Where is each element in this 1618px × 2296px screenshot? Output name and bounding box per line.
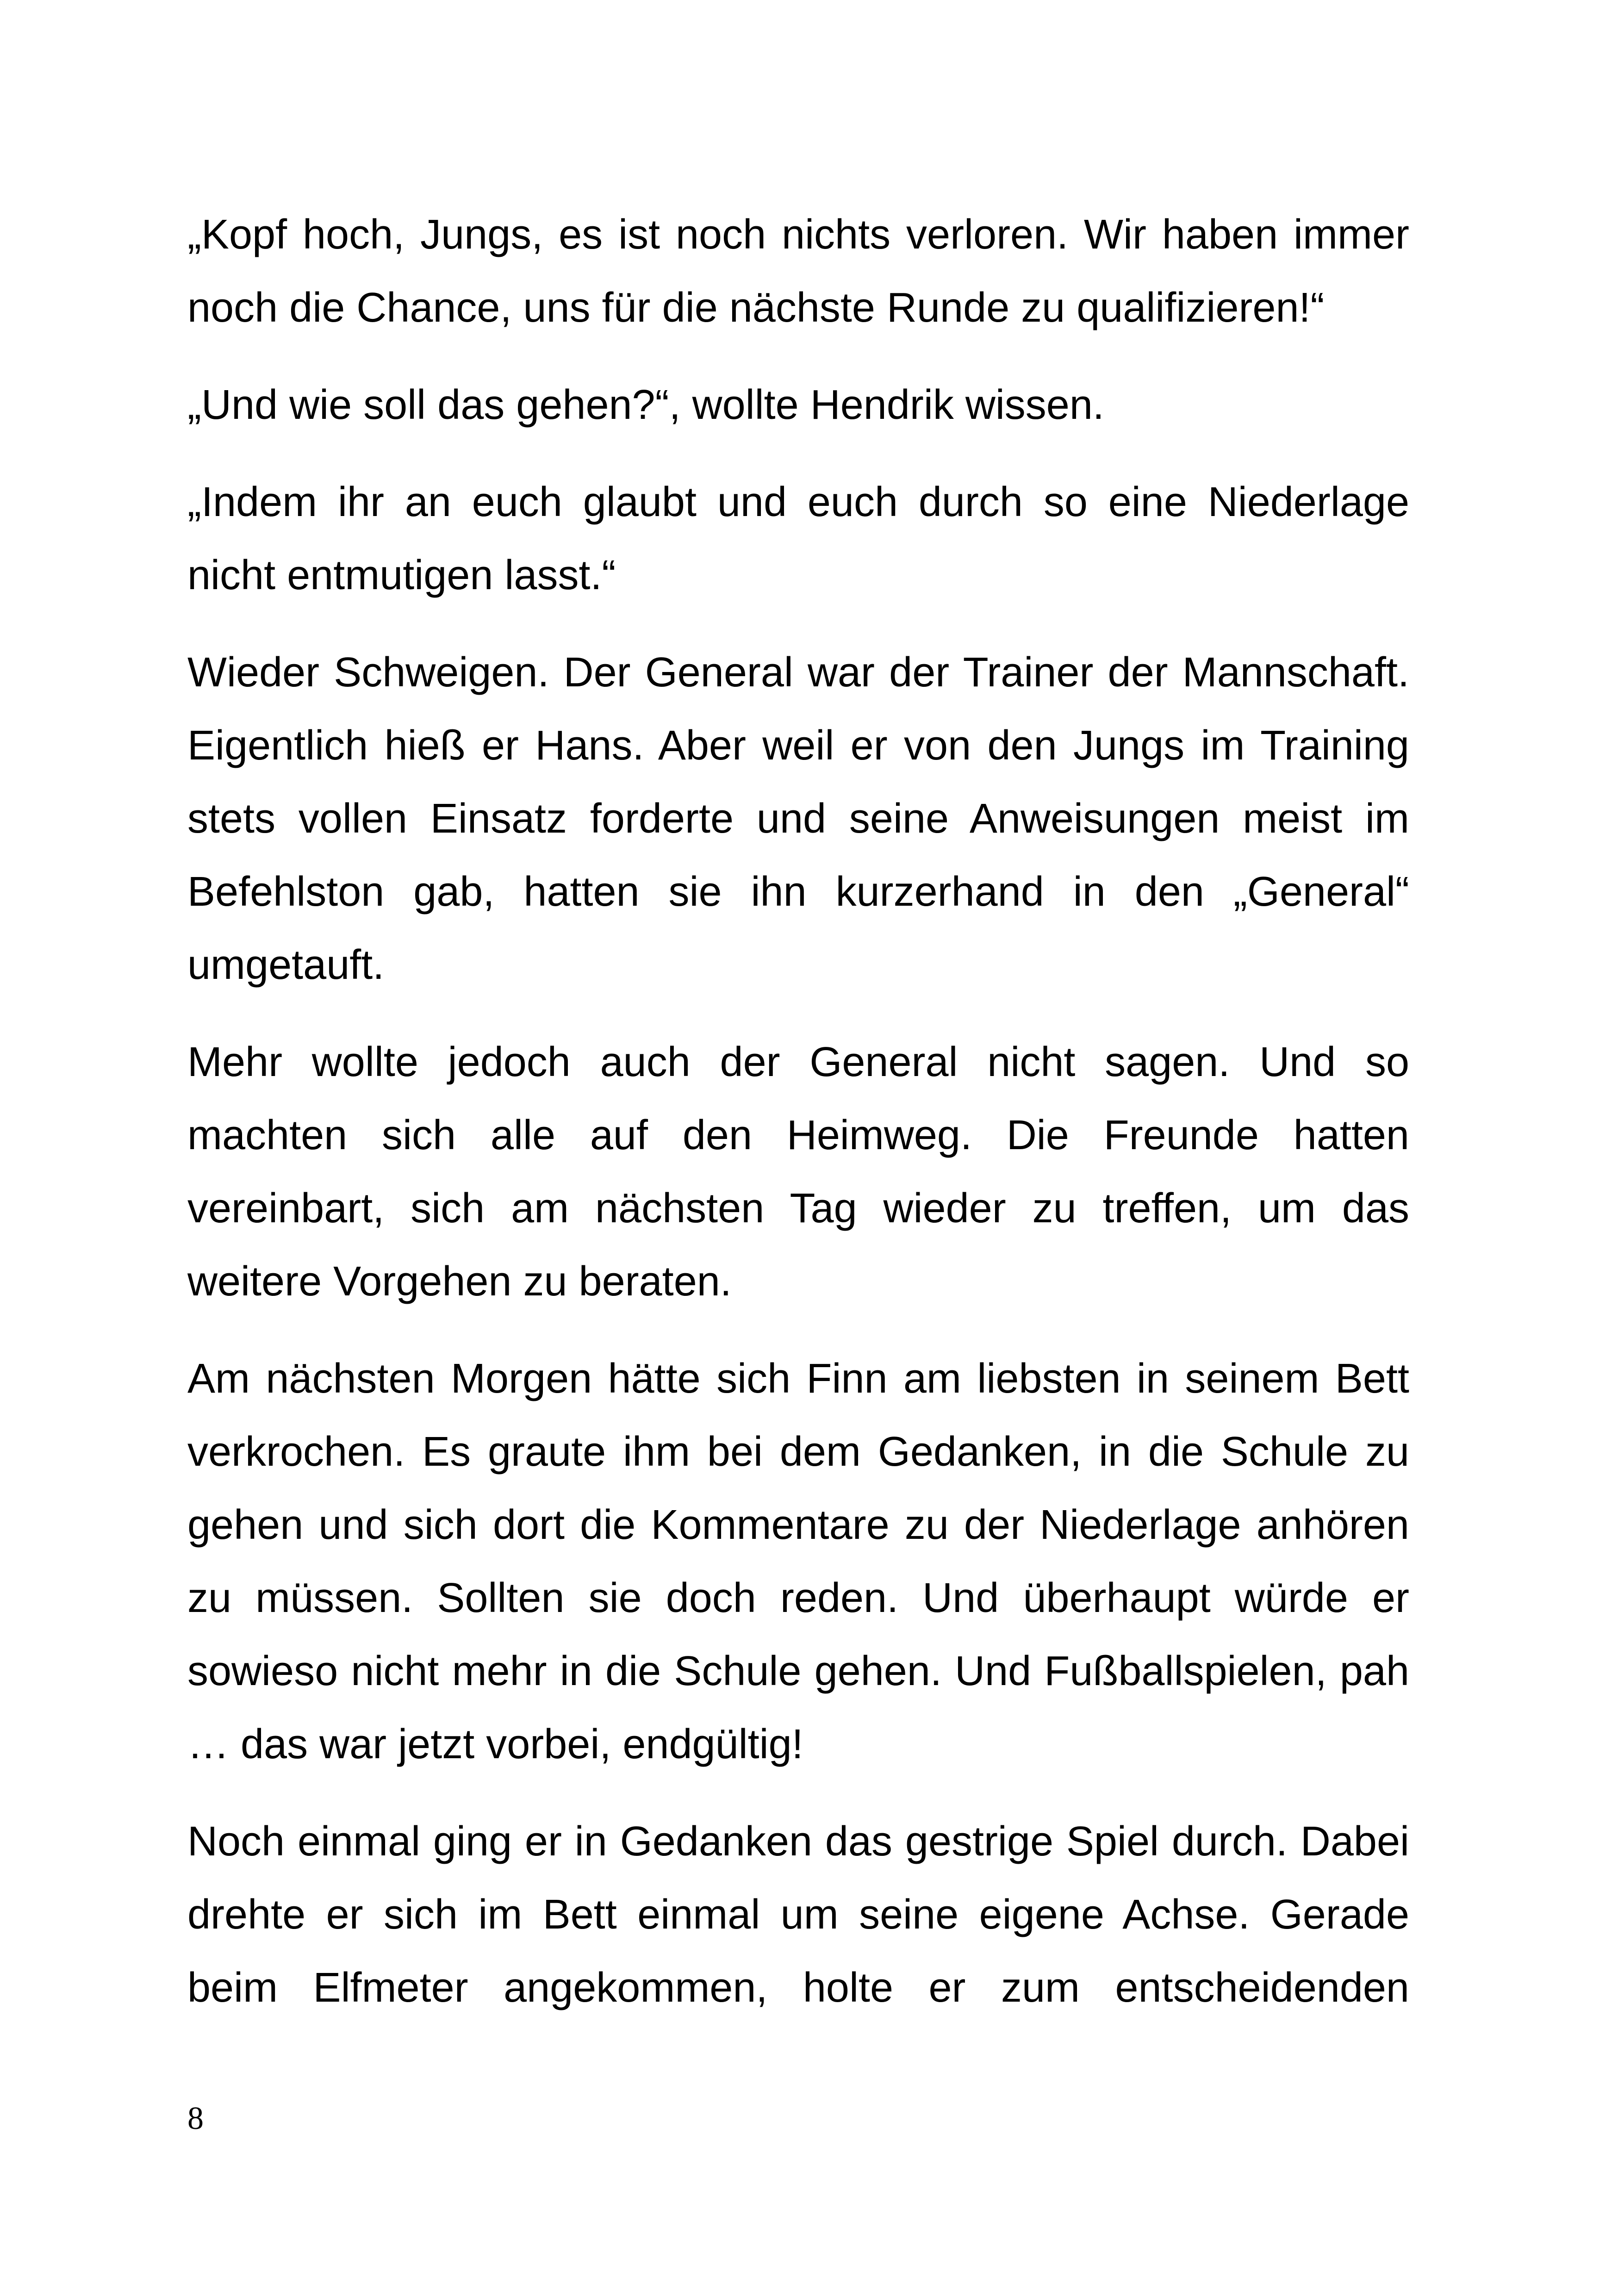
paragraph-5: Mehr wollte jedoch auch der General nicht sagen. Und so machten sich alle auf den Heimweg. Die Freunde hatten vereinbart, sich am nächsten Tag wieder zu treffen, um das weitere Vorgehen zu beraten. [187, 1039, 1409, 1305]
paragraph-6: Am nächsten Morgen hätte sich Finn am liebsten in seinem Bett verkrochen. Es graute ihm bei dem Gedanken, in die Schule zu gehen und sich dort die Kommentare zu der Niederlage anhören zu müssen. Sollten sie doch reden. Und überhaupt würde er sowieso nicht mehr in die Schule gehen. Und Fußballspielen, pah … das war jetzt vorbei, endgültig! [187, 1356, 1409, 1767]
body-text [187, 198, 1409, 2024]
paragraph-1: „Kopf hoch, Jungs, es ist noch nichts verloren. Wir haben immer noch die Chance, uns für die nächste Runde zu qualifizieren!“ [187, 212, 1409, 331]
paragraph-3: „Indem ihr an euch glaubt und euch durch so eine Niederlage nicht entmutigen lasst.“ [187, 479, 1409, 598]
page-number: 8 [187, 2101, 204, 2136]
paragraph-7: Noch einmal ging er in Gedanken das gestrige Spiel durch. Dabei drehte er sich im Bett einmal um seine eigene Achse. Gerade beim Elfmeter angekommen, holte er zum entscheidenden [187, 1818, 1409, 2011]
paragraph-4: Wieder Schweigen. Der General war der Trainer der Mannschaft. Eigentlich hieß er Hans. Aber weil er von den Jungs im Training stets vollen Einsatz forderte und seine Anweisungen meist im Befehlston gab, hatten sie ihn kurzerhand in den „General“ umgetauft. [187, 649, 1409, 988]
paragraph-2: „Und wie soll das gehen?“, wollte Hendrik wissen. [187, 382, 1104, 428]
